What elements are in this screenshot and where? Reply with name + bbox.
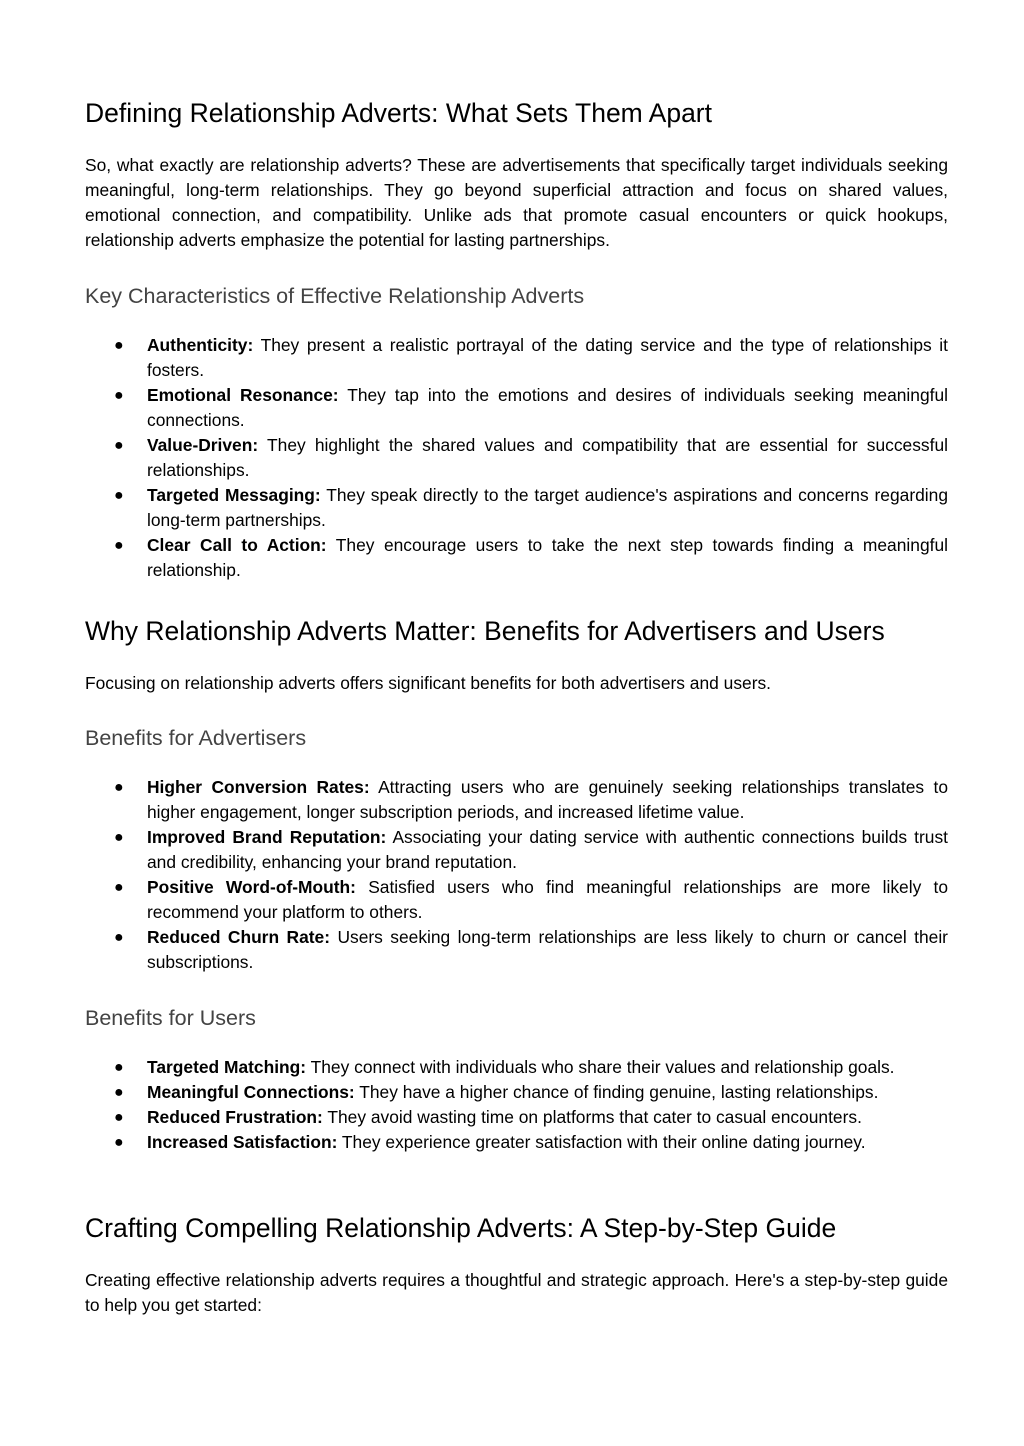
bullet-icon: ● xyxy=(114,1084,124,1101)
bullet-text: They connect with individuals who share their values and relationship goals. xyxy=(306,1057,895,1077)
bullet-list-benefits-users xyxy=(85,1055,948,1155)
section-heading-why-matter: Why Relationship Adverts Matter: Benefits for Advertisers and Users xyxy=(85,616,885,646)
subheading-key-characteristics: Key Characteristics of Effective Relationship Adverts xyxy=(85,284,585,308)
list-item xyxy=(85,1055,948,1080)
bullet-text: They highlight the shared values and compatibility that are essential for successful relationships. xyxy=(147,435,948,480)
bullet-term: Targeted Messaging: xyxy=(147,485,321,505)
bullet-icon: ● xyxy=(114,829,124,846)
list-item xyxy=(85,1080,948,1105)
bullet-text: They speak directly to the target audience's aspirations and concerns regarding long-term partnerships. xyxy=(147,485,948,530)
bullet-text: They have a higher chance of finding genuine, lasting relationships. xyxy=(354,1082,879,1102)
bullet-text: Associating your dating service with authentic connections builds trust and credibility, enhancing your brand reputation. xyxy=(147,827,948,872)
list-item xyxy=(85,433,948,483)
bullet-icon: ● xyxy=(114,779,124,796)
bullet-term: Improved Brand Reputation: xyxy=(147,827,387,847)
bullet-list-benefits-advertisers xyxy=(85,775,948,975)
section-paragraph-crafting: Creating effective relationship adverts requires a thoughtful and strategic approach. Here's a step-by-step guide to help you get started: xyxy=(85,1270,948,1315)
bullet-term: Positive Word-of-Mouth: xyxy=(147,877,356,897)
bullet-icon: ● xyxy=(114,929,124,946)
section-paragraph-defining: So, what exactly are relationship adverts? These are advertisements that specifically target individuals seeking meaningful, long-term relationships. They go beyond superficial attraction and focus on shared values, emotional connection, and compatibility. Unlike ads that promote casual encounters or quick hookups, relationship adverts emphasize the potential for lasting partnerships. xyxy=(85,155,948,250)
subheading-benefits-users: Benefits for Users xyxy=(85,1006,256,1030)
list-item xyxy=(85,775,948,825)
bullet-term: Increased Satisfaction: xyxy=(147,1132,338,1152)
bullet-icon: ● xyxy=(114,1059,124,1076)
bullet-icon: ● xyxy=(114,387,124,404)
bullet-icon: ● xyxy=(114,437,124,454)
bullet-term: Reduced Churn Rate: xyxy=(147,927,330,947)
bullet-icon: ● xyxy=(114,337,124,354)
list-item xyxy=(85,483,948,533)
bullet-term: Value-Driven: xyxy=(147,435,259,455)
bullet-text: Users seeking long-term relationships are less likely to churn or cancel their subscriptions. xyxy=(147,927,948,972)
bullet-term: Reduced Frustration: xyxy=(147,1107,323,1127)
bullet-term: Higher Conversion Rates: xyxy=(147,777,370,797)
section-heading-defining: Defining Relationship Adverts: What Sets Them Apart xyxy=(85,98,712,128)
bullet-text: They tap into the emotions and desires of individuals seeking meaningful connections. xyxy=(147,385,948,430)
bullet-icon: ● xyxy=(114,1109,124,1126)
section-heading-crafting: Crafting Compelling Relationship Adverts: A Step-by-Step Guide xyxy=(85,1213,837,1243)
bullet-term: Targeted Matching: xyxy=(147,1057,307,1077)
bullet-icon: ● xyxy=(114,1134,124,1151)
bullet-text: Satisfied users who find meaningful relationships are more likely to recommend your platform to others. xyxy=(147,877,948,922)
bullet-text: They avoid wasting time on platforms that cater to casual encounters. xyxy=(322,1107,862,1127)
bullet-text: Attracting users who are genuinely seeking relationships translates to higher engagement, longer subscription periods, and increased lifetime value. xyxy=(147,777,949,822)
list-item xyxy=(85,875,948,925)
bullet-icon: ● xyxy=(114,537,124,554)
bullet-list-key-characteristics xyxy=(85,333,948,583)
bullet-text: They encourage users to take the next step towards finding a meaningful relationship. xyxy=(147,535,948,580)
section-paragraph-why-matter: Focusing on relationship adverts offers significant benefits for both advertisers and users. xyxy=(85,673,772,693)
bullet-text: They present a realistic portrayal of the dating service and the type of relationships it fosters. xyxy=(147,335,948,380)
subheading-benefits-advertisers: Benefits for Advertisers xyxy=(85,726,307,750)
list-item xyxy=(85,1130,948,1155)
list-item xyxy=(85,925,948,975)
list-item xyxy=(85,533,948,583)
bullet-text: They experience greater satisfaction with their online dating journey. xyxy=(337,1132,866,1152)
list-item xyxy=(85,825,948,875)
bullet-term: Authenticity: xyxy=(147,335,254,355)
bullet-term: Emotional Resonance: xyxy=(147,385,339,405)
list-item xyxy=(85,383,948,433)
bullet-icon: ● xyxy=(114,487,124,504)
list-item xyxy=(85,1105,948,1130)
list-item xyxy=(85,333,948,383)
bullet-icon: ● xyxy=(114,879,124,896)
bullet-term: Meaningful Connections: xyxy=(147,1082,355,1102)
bullet-term: Clear Call to Action: xyxy=(147,535,327,555)
